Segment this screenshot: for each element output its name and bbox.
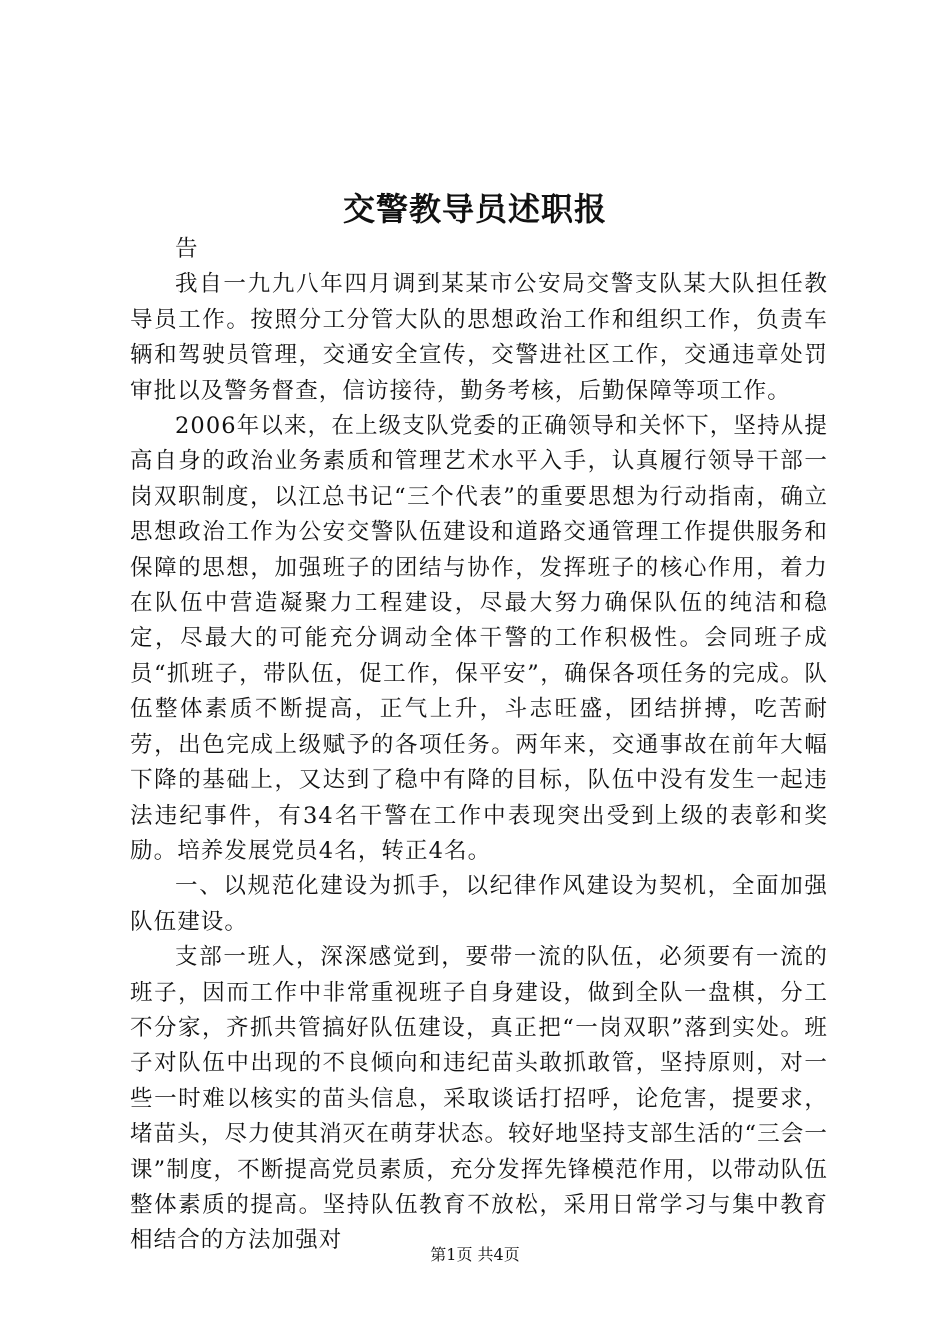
paragraph-title-continuation: 告 (175, 236, 199, 262)
page-footer: 第1页 共4页 (430, 1245, 520, 1264)
document-body (130, 232, 828, 1259)
section-heading-1: 一、以规范化建设为抓手，以纪律作风建设为契机，全面加强队伍建设。 (130, 873, 828, 935)
paragraph-2006: 2006年以来，在上级支队党委的正确领导和关怀下，坚持从提高自身的政治业务素质和管理艺术水平入手，认真履行领导干部一岗双职制度，以江总书记“三个代表”的重要思想为行动指南，确立思想政治工作为公安交警队伍建设和道路交通管理工作提供服务和保障的思想，加强班子的团结与协作，发挥班子的核心作用，着力在队伍中营造凝聚力工程建设，尽最大努力确保队伍的纯洁和稳定，尽最大的可能充分调动全体干警的工作积极性。会同班子成员“抓班子，带队伍，促工作，保平安”，确保各项任务的完成。队伍整体素质不断提高，正气上升，斗志旺盛，团结拼搏，吃苦耐劳，出色完成上级赋予的各项任务。两年来，交通事故在前年大幅下降的基础上，又达到了稳中有降的目标，队伍中没有发生一起违法违纪事件，有34名干警在工作中表现突出受到上级的表彰和奖励。培养发展党员4名，转正4名。 (130, 413, 828, 864)
paragraph-intro: 我自一九九八年四月调到某某市公安局交警支队某大队担任教导员工作。按照分工分管大队的思想政治工作和组织工作，负责车辆和驾驶员管理，交通安全宣传，交警进社区工作，交通违章处罚审批以及警务督查，信访接待，勤务考核，后勤保障等项工作。 (130, 271, 828, 404)
paragraph-team-building: 支部一班人，深深感觉到，要带一流的队伍，必须要有一流的班子，因而工作中非常重视班子自身建设，做到全队一盘棋，分工不分家，齐抓共管搞好队伍建设，真正把“一岗双职”落到实处。班子对队伍中出现的不良倾向和违纪苗头敢抓敢管，坚持原则，对一些一时难以核实的苗头信息，采取谈话打招呼，论危害，提要求，堵苗头，尽力使其消灭在萌芽状态。较好地坚持支部生活的“三会一课”制度，不断提高党员素质，充分发挥先锋模范作用，以带动队伍整体素质的提高。坚持队伍教育不放松，采用日常学习与集中教育相结合的方法加强对 (130, 944, 828, 1254)
document-title: 交警教导员述职报 (342, 190, 607, 228)
